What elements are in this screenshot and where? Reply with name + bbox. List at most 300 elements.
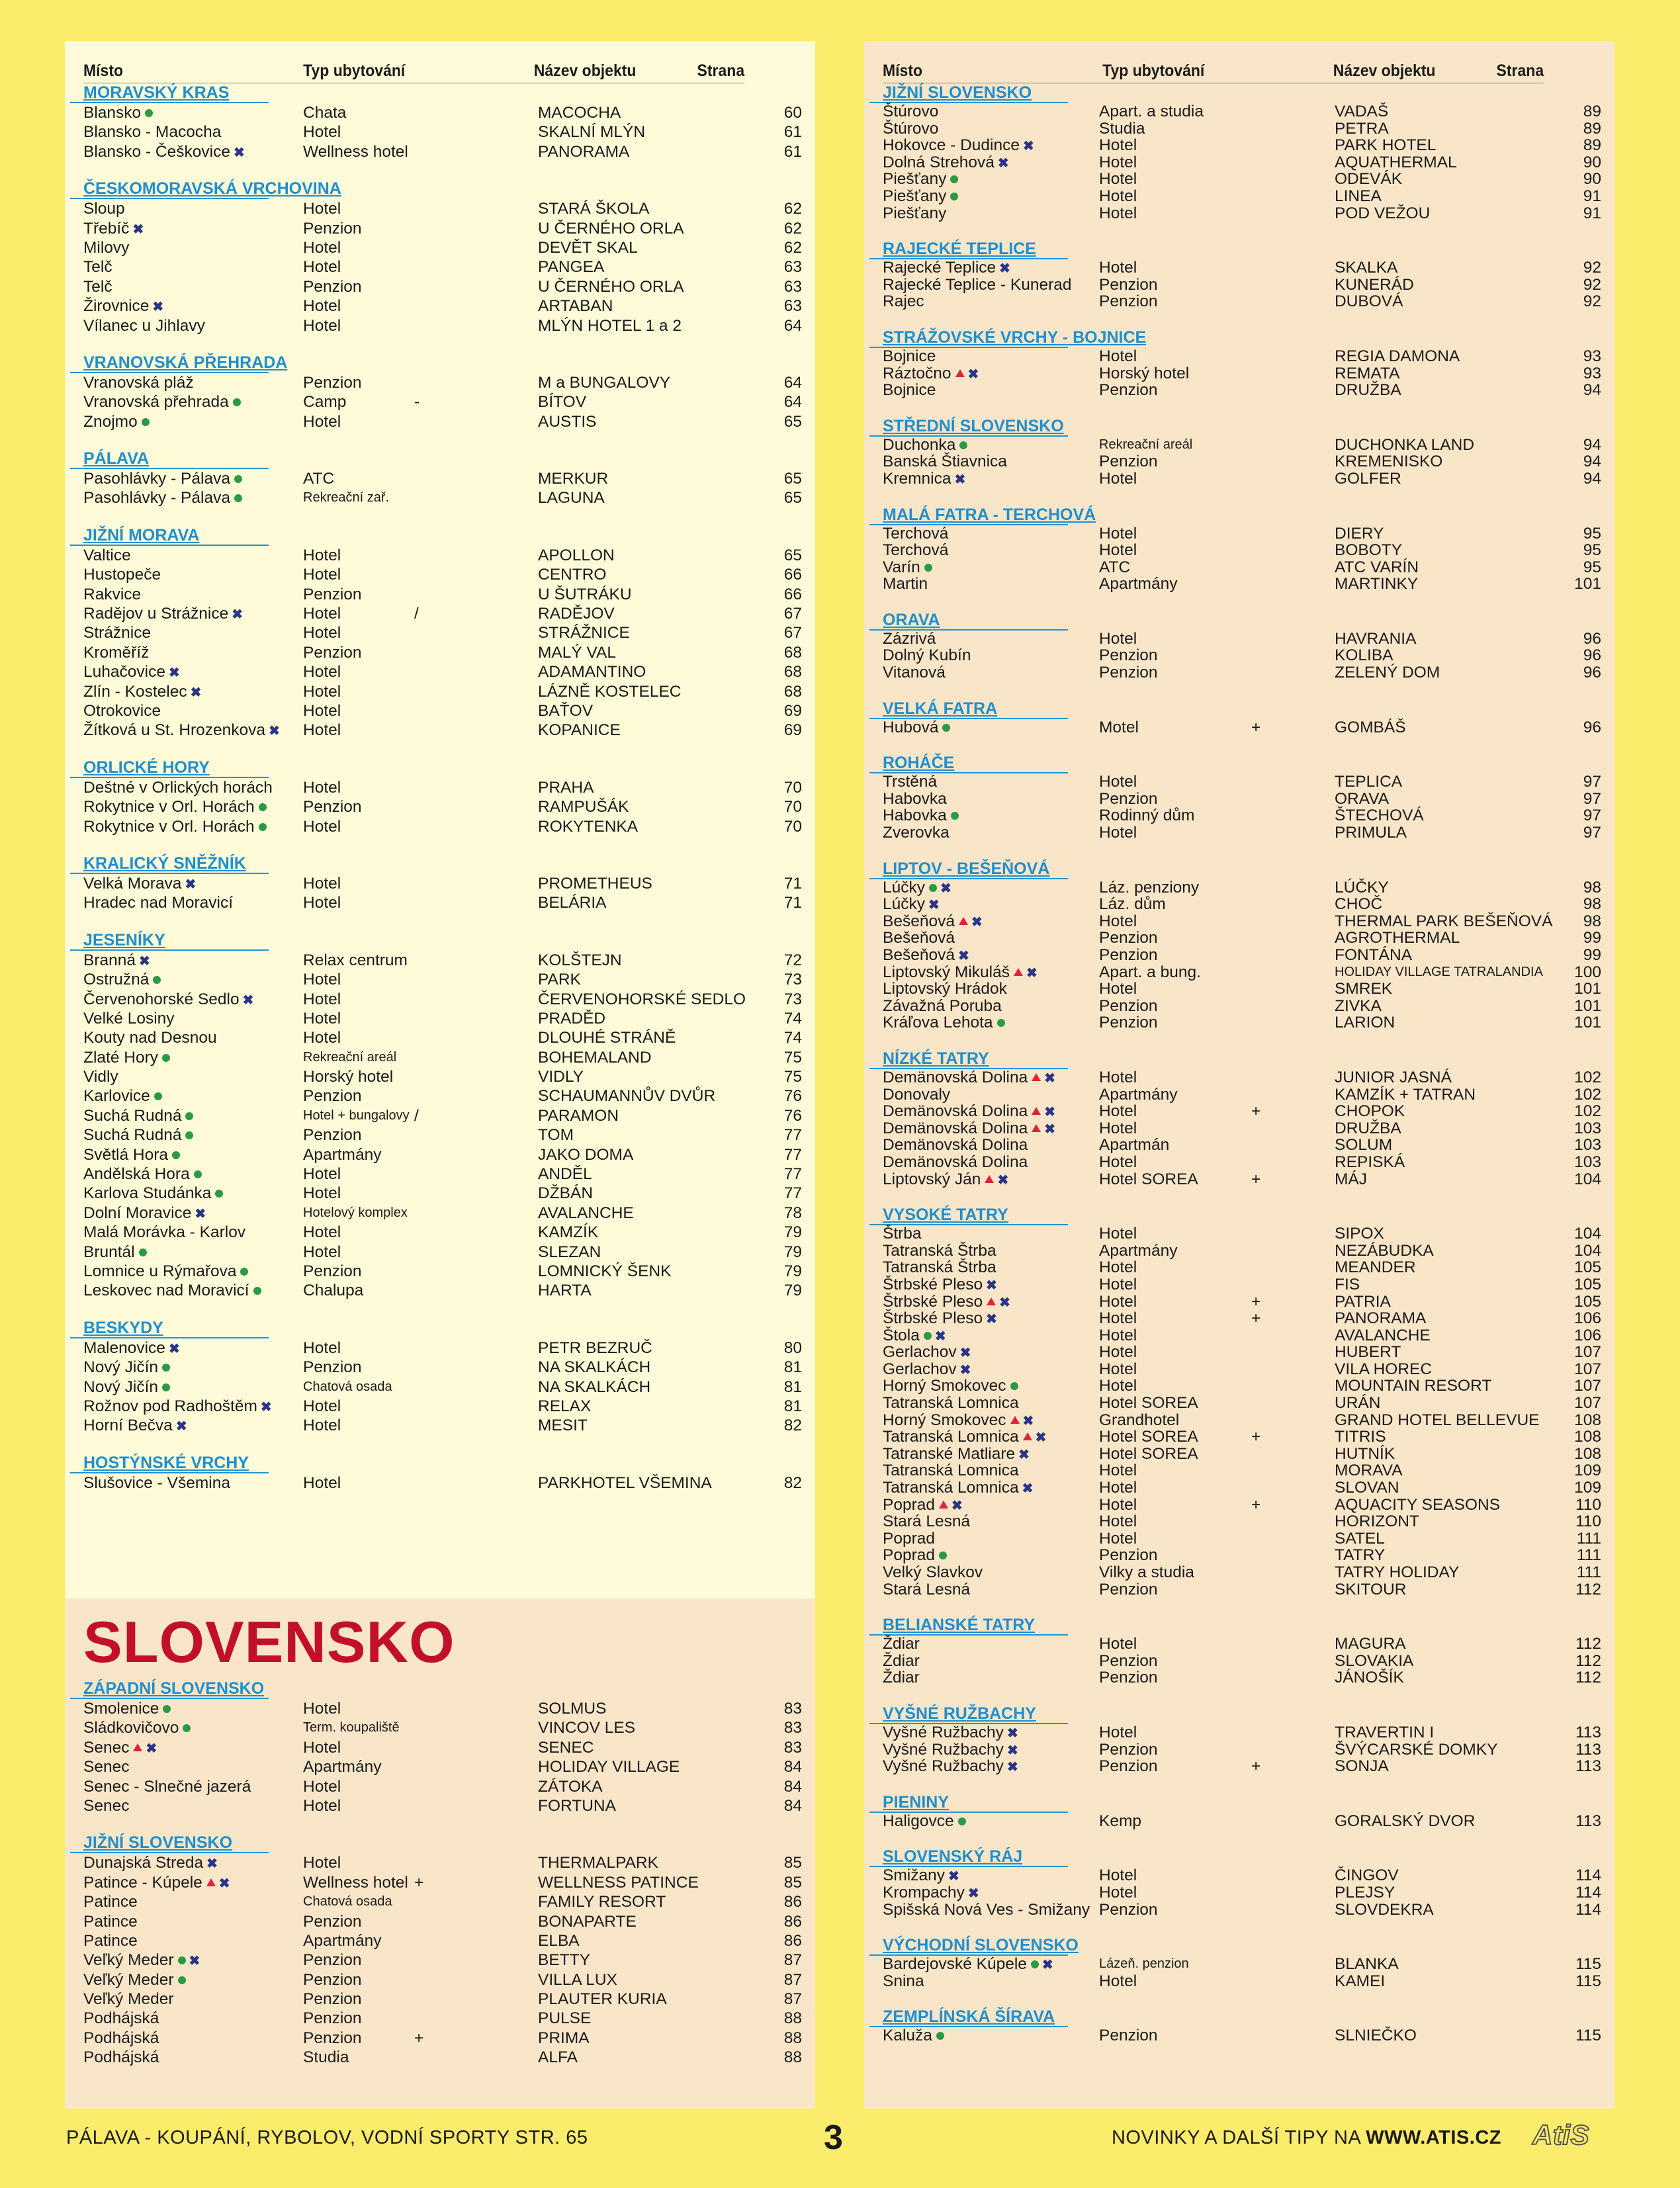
extra-mark: +	[1251, 1757, 1261, 1776]
object-name-cell: AGROTHERMAL	[1335, 929, 1460, 947]
red-triangle-icon	[955, 369, 965, 377]
extra-mark: +	[1251, 1309, 1261, 1328]
object-name-cell: SCHAUMANNŮV DVŮR	[538, 1087, 716, 1106]
type-cell: Hotel	[303, 894, 341, 912]
place-cell: Bojnice	[883, 347, 936, 365]
place-cell: Hustopeče	[83, 566, 161, 584]
table-row	[864, 1069, 1614, 1086]
type-cell: Hotel	[1099, 259, 1137, 277]
place-cell: Liptovský Ján ✖	[883, 1170, 1009, 1188]
type-cell: Penzion	[1099, 275, 1158, 294]
table-row	[864, 896, 1614, 913]
type-cell: Penzion	[1099, 2027, 1158, 2045]
object-name-cell: TATRY	[1335, 1546, 1386, 1565]
object-name-cell: BOHEMALAND	[538, 1048, 652, 1067]
table-row	[65, 1338, 815, 1358]
footer-promo: NOVINKY A DALŠÍ TIPY NA WWW.ATIS.CZ	[1111, 2127, 1501, 2148]
type-cell: Penzion	[303, 1970, 362, 1989]
object-name-cell: GOMBÁŠ	[1335, 718, 1406, 736]
place-cell: Vranovská pláž	[83, 373, 194, 392]
place-cell: Lomnice u Rýmařova	[83, 1262, 248, 1281]
green-dot-icon	[185, 1112, 193, 1120]
object-name-cell: RELAX	[538, 1397, 592, 1415]
type-cell: Penzion	[303, 2009, 362, 2028]
object-name-cell: GORALSKÝ DVOR	[1335, 1812, 1476, 1830]
object-name-cell: RAMPUŠÁK	[538, 798, 629, 816]
object-name-cell: FIS	[1335, 1275, 1360, 1293]
place-cell: Veľký Meder	[83, 1970, 186, 1990]
page-cell: 62	[783, 238, 802, 257]
type-cell: Penzion	[1099, 789, 1158, 808]
type-cell: Penzion	[303, 1087, 362, 1106]
place-cell: Suchá Rudná	[83, 1125, 193, 1145]
green-dot-icon	[1031, 1960, 1039, 1968]
object-name-cell: NA SKALKÁCH	[538, 1378, 651, 1396]
green-dot-icon	[139, 1248, 147, 1256]
page-cell: 95	[1583, 524, 1601, 543]
type-cell: Apartmány	[1099, 1085, 1178, 1104]
type-cell: Hotel	[1099, 1360, 1137, 1378]
slovensko-listing	[65, 1679, 815, 2068]
type-cell: Hotel	[303, 1184, 341, 1203]
object-name-cell: U ČERNÉHO ORLA	[538, 219, 684, 238]
table-row	[864, 525, 1614, 543]
page-cell: 85	[783, 1873, 802, 1892]
type-cell: Hotel	[303, 701, 341, 720]
place-cell: Bešeňová	[883, 929, 955, 947]
place-cell: Andělská Hora	[83, 1164, 202, 1184]
place-cell: Rožnov pod Radhoštěm ✖	[83, 1397, 272, 1417]
page-cell: 108	[1574, 1411, 1601, 1429]
object-name-cell: PLEJSY	[1335, 1883, 1395, 1902]
table-row	[864, 1462, 1614, 1479]
page-cell: 79	[783, 1223, 802, 1242]
type-cell: Hotel	[1099, 1275, 1137, 1293]
type-cell: Penzion	[1099, 946, 1158, 964]
place-cell: Ostružná	[83, 970, 161, 989]
type-cell: Penzion	[303, 1358, 362, 1377]
page-cell: 104	[1574, 1241, 1601, 1260]
section-heading: VYŠNÉ RUŽBACHY	[869, 1704, 1068, 1724]
object-name-cell: PETR BEZRUČ	[538, 1338, 652, 1357]
place-cell: Senec ✖	[83, 1738, 157, 1759]
navy-cross-icon: ✖	[139, 953, 150, 969]
navy-cross-icon: ✖	[1006, 1760, 1018, 1775]
section-heading: VÝCHODNÍ SLOVENSKO	[869, 1936, 1068, 1956]
navy-cross-icon: ✖	[1022, 1413, 1034, 1428]
place-cell: Nový Jičín	[83, 1358, 170, 1377]
table-row	[864, 1513, 1614, 1530]
page-cell: 94	[1583, 453, 1601, 471]
page-cell: 74	[783, 1009, 802, 1028]
type-cell: Hotel	[1099, 1529, 1137, 1548]
page-cell: 66	[783, 585, 802, 603]
green-dot-icon	[997, 1019, 1005, 1027]
table-row	[864, 453, 1614, 470]
type-cell: Hotel	[1099, 1309, 1137, 1328]
page-number: 3	[824, 2119, 844, 2157]
page-cell: 112	[1575, 1580, 1601, 1598]
navy-cross-icon: ✖	[986, 1312, 997, 1327]
table-row	[864, 365, 1614, 382]
type-cell: Hotel	[303, 990, 341, 1008]
object-name-cell: WELLNESS PATINCE	[538, 1873, 699, 1892]
page-cell: 89	[1583, 136, 1601, 155]
object-name-cell: ZÁTOKA	[538, 1777, 603, 1796]
place-cell: Banská Štiavnica	[883, 453, 1007, 471]
type-cell: Camp	[303, 393, 347, 412]
object-name-cell: FORTUNA	[538, 1796, 616, 1815]
object-name-cell: AVALANCHE	[1335, 1326, 1431, 1344]
type-cell: Wellness hotel	[303, 142, 408, 161]
navy-cross-icon: ✖	[959, 1346, 971, 1361]
object-name-cell: TOM	[538, 1126, 574, 1145]
object-name-cell: MACOCHA	[538, 104, 621, 122]
object-name-cell: MOUNTAIN RESORT	[1335, 1377, 1492, 1395]
type-cell: Hotel + bungalovy	[303, 1108, 410, 1123]
table-row	[864, 1310, 1614, 1327]
page-cell: 105	[1574, 1292, 1601, 1311]
object-name-cell: JAKO DOMA	[538, 1145, 634, 1164]
object-name-cell: JUNIOR JASNÁ	[1335, 1068, 1452, 1086]
extra-mark: /	[414, 605, 419, 623]
place-cell: Patince	[83, 1893, 138, 1911]
place-cell: Suchá Rudná	[83, 1106, 193, 1125]
green-dot-icon	[162, 1364, 170, 1372]
object-name-cell: DUCHONKA LAND	[1335, 435, 1475, 454]
type-cell: Rekreační zař.	[303, 490, 390, 505]
type-cell: Penzion	[1099, 1740, 1158, 1759]
section-heading: ORAVA	[869, 611, 1068, 631]
page-cell: 94	[1583, 469, 1601, 488]
type-cell: Relax centrum	[303, 951, 408, 969]
place-cell: Patince	[83, 1931, 138, 1950]
navy-cross-icon: ✖	[948, 1869, 959, 1884]
table-row	[864, 559, 1614, 576]
page-cell: 81	[783, 1397, 802, 1415]
type-cell: Hotel	[303, 971, 341, 989]
object-name-cell: REMATA	[1335, 364, 1400, 382]
table-row	[864, 1014, 1614, 1031]
page-cell: 103	[1574, 1119, 1601, 1137]
page-cell: 97	[1583, 824, 1601, 842]
place-cell: Velké Losiny	[83, 1009, 175, 1028]
green-dot-icon	[924, 1332, 932, 1340]
type-cell: Chata	[303, 104, 347, 122]
object-name-cell: MORAVA	[1335, 1462, 1403, 1480]
place-cell: Ždiar	[883, 1635, 920, 1653]
type-cell: Penzion	[303, 1912, 362, 1931]
object-name-cell: THERMALPARK	[538, 1854, 658, 1872]
place-cell: Liptovský Mikuláš ✖	[883, 963, 1038, 981]
place-cell: Nový Jičín	[83, 1378, 170, 1397]
place-cell: Rajec	[883, 292, 924, 311]
object-name-cell: PRIMA	[538, 2029, 590, 2047]
object-name-cell: KOPANICE	[538, 721, 621, 740]
table-row	[864, 1120, 1614, 1137]
table-row	[65, 2009, 815, 2028]
object-name-cell: PROMETHEUS	[538, 874, 652, 893]
page-cell: 84	[783, 1758, 802, 1776]
type-cell: Hotel	[1099, 1972, 1137, 1990]
section-heading: PÁLAVA	[70, 449, 269, 469]
extra-mark: +	[1251, 1170, 1261, 1188]
table-row	[65, 1970, 815, 1990]
object-name-cell: TRAVERTIN I	[1335, 1723, 1435, 1741]
type-cell: Penzion	[303, 219, 362, 238]
table-row	[65, 874, 815, 893]
table-row	[864, 137, 1614, 154]
place-cell: Podhájská	[83, 2029, 159, 2047]
table-row	[864, 1636, 1614, 1653]
type-cell: Hotel	[1099, 524, 1137, 543]
type-cell: Apartmány	[303, 1758, 382, 1776]
type-cell: Hotel	[303, 1009, 341, 1028]
table-row	[65, 1738, 815, 1757]
object-name-cell: STRÁŽNICE	[538, 624, 630, 642]
table-row	[864, 1428, 1614, 1446]
navy-cross-icon: ✖	[168, 666, 180, 681]
type-cell: Apartmány	[303, 1145, 382, 1164]
object-name-cell: LOMNICKÝ ŠENK	[538, 1262, 672, 1280]
type-cell: Hotel	[1099, 153, 1137, 171]
table-row	[864, 277, 1614, 294]
table-row	[65, 1796, 815, 1816]
object-name-cell: VADAŠ	[1335, 103, 1389, 120]
object-name-cell: HORIZONT	[1335, 1512, 1419, 1531]
object-name-cell: REGIA DAMONA	[1335, 347, 1460, 365]
object-name-cell: PRADĚD	[538, 1009, 606, 1028]
place-cell: Telč	[83, 258, 112, 277]
place-cell: Martin	[883, 575, 928, 593]
page-cell: 91	[1583, 204, 1601, 222]
object-name-cell: VINCOV LES	[538, 1719, 636, 1737]
page-cell: 98	[1583, 878, 1601, 897]
object-name-cell: SLOVAN	[1335, 1479, 1399, 1497]
object-name-cell: SMREK	[1335, 980, 1393, 998]
page-cell: 77	[783, 1184, 802, 1203]
type-cell: Hotel	[1099, 824, 1137, 842]
type-cell: Apart. a studia	[1099, 103, 1204, 120]
place-cell: Tatranská Lomnica ✖	[883, 1479, 1034, 1497]
object-name-cell: PARK HOTEL	[1335, 136, 1437, 155]
table-row	[65, 1718, 815, 1737]
place-cell: Leskovec nad Moravicí	[83, 1281, 261, 1300]
table-row	[65, 1281, 815, 1300]
page-cell: 64	[783, 316, 802, 335]
page-cell: 109	[1574, 1462, 1601, 1480]
object-name-cell: M a BUNGALOVY	[538, 373, 671, 392]
page-cell: 81	[783, 1378, 802, 1396]
type-cell: Hotel	[303, 817, 341, 836]
navy-cross-icon: ✖	[1006, 1743, 1018, 1758]
place-cell: Dolní Moravice ✖	[83, 1203, 206, 1224]
table-row	[864, 1327, 1614, 1344]
place-cell: Hubová	[883, 719, 950, 736]
object-name-cell: U ČERNÉHO ORLA	[538, 277, 684, 296]
table-row	[864, 1867, 1614, 1884]
object-name-cell: SLOVAKIA	[1335, 1651, 1414, 1670]
page-cell: 89	[1583, 103, 1601, 120]
table-row	[864, 1293, 1614, 1311]
green-dot-icon	[145, 109, 153, 117]
table-row	[864, 293, 1614, 310]
table-row	[65, 1067, 815, 1086]
page-cell: 107	[1574, 1377, 1601, 1395]
page-cell: 105	[1574, 1258, 1601, 1277]
type-cell: Hotel	[303, 1338, 341, 1357]
table-row	[864, 188, 1614, 205]
object-name-cell: PANORAMA	[1335, 1309, 1427, 1328]
type-cell: Lázeň. penzion	[1099, 1956, 1189, 1972]
object-name-cell: SKITOUR	[1335, 1580, 1407, 1598]
object-name-cell: ANDĚL	[538, 1165, 592, 1184]
page-cell: 112	[1575, 1651, 1601, 1670]
table-row	[65, 277, 815, 296]
page-cell: 64	[783, 373, 802, 392]
object-name-cell: ŠVÝCARSKÉ DOMKY	[1335, 1740, 1498, 1759]
page-cell: 103	[1574, 1136, 1601, 1155]
section-heading: JIŽNÍ SLOVENSKO	[70, 1833, 269, 1853]
table-row	[864, 998, 1614, 1015]
object-name-cell: THERMAL PARK BEŠEŇOVÁ	[1335, 912, 1553, 930]
page-cell: 111	[1576, 1563, 1601, 1581]
table-row	[864, 542, 1614, 559]
table-row	[864, 807, 1614, 824]
place-cell: Kremnica ✖	[883, 469, 966, 488]
page-cell: 72	[783, 951, 802, 969]
place-cell: Žítková u St. Hrozenkova ✖	[83, 721, 280, 741]
type-cell: Rekreační areál	[303, 1049, 397, 1065]
object-name-cell: GRAND HOTEL BELLEVUE	[1335, 1411, 1540, 1429]
type-cell: Penzion	[303, 585, 362, 603]
page-cell: 82	[783, 1417, 802, 1435]
place-cell: Zlín - Kostelec ✖	[83, 682, 201, 703]
type-cell: Hotel	[1099, 980, 1137, 998]
type-cell: Apartmány	[303, 1931, 382, 1950]
type-cell: ATC	[303, 470, 335, 488]
type-cell: Wellness hotel	[303, 1873, 408, 1892]
place-cell: Snina	[883, 1972, 924, 1990]
place-cell: Horný Smokovec ✖	[883, 1411, 1034, 1429]
navy-cross-icon: ✖	[997, 1172, 1009, 1188]
object-name-cell: SONJA	[1335, 1757, 1389, 1776]
object-name-cell: VILA HOREC	[1335, 1360, 1433, 1378]
type-cell: Hotel	[303, 316, 341, 335]
website-link[interactable]: WWW.ATIS.CZ	[1366, 2127, 1501, 2148]
green-dot-icon	[259, 823, 267, 831]
table-row	[864, 1724, 1614, 1741]
page-cell: 76	[783, 1106, 802, 1125]
page-cell: 106	[1574, 1309, 1601, 1328]
table-row	[864, 1581, 1614, 1598]
page-cell: 88	[783, 2029, 802, 2047]
table-row	[864, 1276, 1614, 1293]
table-row	[864, 1902, 1614, 1919]
object-name-cell: MÁJ	[1335, 1170, 1367, 1188]
type-cell: Penzion	[1099, 646, 1158, 665]
navy-cross-icon: ✖	[190, 685, 202, 700]
place-cell: Liptovský Hrádok	[883, 980, 1007, 998]
page-cell: 68	[783, 643, 802, 662]
object-name-cell: AVALANCHE	[538, 1203, 634, 1222]
object-name-cell: AUSTIS	[538, 412, 597, 431]
object-name-cell: ATC VARÍN	[1335, 558, 1419, 576]
place-cell: Horný Smokovec	[883, 1378, 1018, 1395]
page-cell: 66	[783, 566, 802, 584]
section-heading: NÍZKÉ TATRY	[869, 1049, 1068, 1069]
object-name-cell: KOLŠTEJN	[538, 951, 622, 969]
place-cell: Ždiar	[883, 1651, 920, 1670]
extra-mark: +	[1251, 1495, 1261, 1514]
table-row	[864, 1530, 1614, 1548]
place-cell: Kaluža	[883, 2027, 944, 2044]
page-cell: 96	[1583, 664, 1601, 682]
object-name-cell: VIDLY	[538, 1068, 584, 1086]
object-name-cell: KAMZÍK + TATRAN	[1335, 1085, 1476, 1104]
place-cell: Rokytnice v Orl. Horách	[83, 817, 267, 836]
object-name-cell: BELÁRIA	[538, 894, 607, 912]
object-name-cell: HARTA	[538, 1282, 592, 1300]
table-row	[65, 392, 815, 412]
table-row	[864, 791, 1614, 808]
place-cell: Stará Lesná	[883, 1512, 971, 1531]
navy-cross-icon: ✖	[971, 914, 983, 930]
place-cell: Vitanová	[883, 664, 946, 682]
green-dot-icon	[233, 398, 241, 406]
table-row	[65, 1164, 815, 1184]
place-cell: Gerlachov ✖	[883, 1360, 971, 1378]
table-row	[864, 1395, 1614, 1412]
type-cell: Hotel	[303, 258, 341, 277]
place-cell: Senec - Slnečné jazerá	[83, 1777, 251, 1796]
table-row	[65, 1990, 815, 2009]
page-cell: 86	[783, 1931, 802, 1950]
page-cell: 86	[783, 1893, 802, 1911]
page-cell: 101	[1574, 980, 1601, 998]
table-row	[65, 951, 815, 970]
place-cell: Demänovská Dolina ✖	[883, 1102, 1056, 1121]
section-heading: BELIANSKÉ TATRY	[869, 1616, 1068, 1636]
green-dot-icon	[924, 564, 932, 572]
page-cell: 65	[783, 470, 802, 488]
type-cell: Hotel	[1099, 204, 1137, 222]
header-page: Strana	[1496, 62, 1544, 80]
page-cell: 81	[783, 1358, 802, 1377]
table-row	[864, 981, 1614, 998]
type-cell: Hotel	[1099, 1068, 1137, 1086]
place-cell: Dolná Strehová ✖	[883, 153, 1009, 171]
page-cell: 101	[1574, 575, 1601, 593]
object-name-cell: TATRY HOLIDAY	[1335, 1563, 1460, 1581]
type-cell: Kemp	[1099, 1812, 1142, 1830]
place-cell: Duchonka	[883, 437, 967, 454]
type-cell: Hotel	[303, 1223, 341, 1242]
type-cell: Penzion	[303, 373, 362, 392]
table-row	[864, 964, 1614, 981]
page-cell: 114	[1575, 1883, 1601, 1902]
navy-cross-icon: ✖	[189, 1954, 200, 1969]
type-cell: Penzion	[1099, 929, 1158, 947]
type-cell: Hotel	[1099, 1866, 1137, 1885]
page-cell: 102	[1574, 1085, 1601, 1104]
page-cell: 97	[1583, 807, 1601, 825]
green-dot-icon	[153, 976, 161, 984]
type-cell: Hotel	[1099, 1119, 1137, 1137]
page-cell: 76	[783, 1087, 802, 1106]
place-cell: Bojnice	[883, 381, 936, 400]
section-heading: STRÁŽOVSKÉ VRCHY - BOJNICE	[869, 328, 1068, 348]
